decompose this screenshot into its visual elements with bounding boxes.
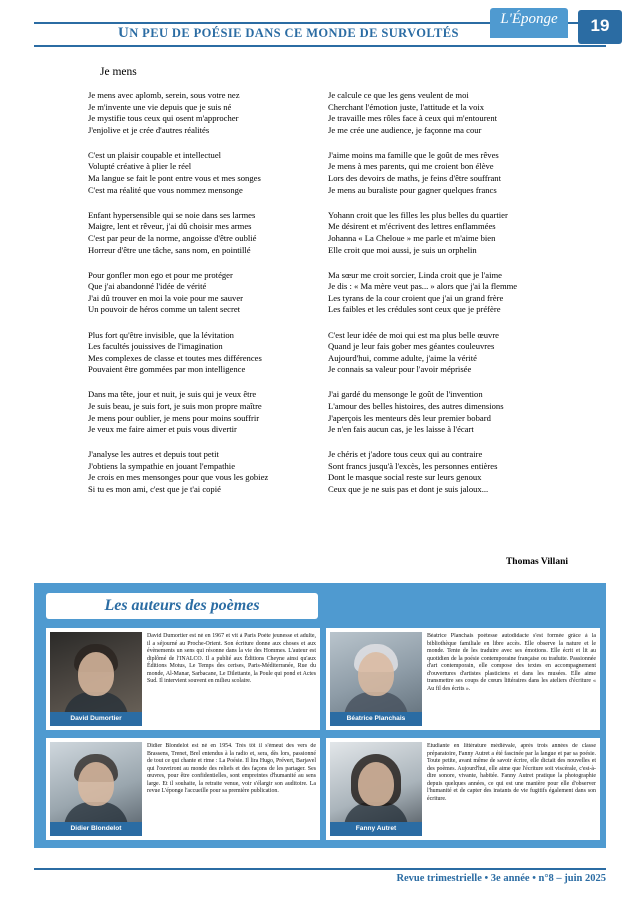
stanza <box>328 150 568 196</box>
poem-line: Si tu es mon ami, c'est que je t'ai copié <box>88 484 221 495</box>
stanza <box>328 210 568 256</box>
page-title-initial: U <box>118 25 130 41</box>
authors-section-title: Les auteurs des poèmes <box>104 597 260 614</box>
poem-line: Les tyrans de la cour croient que j'ai un grand frère <box>328 292 504 303</box>
author-name-badge <box>50 712 142 726</box>
poem-line: J'ai dû trouver en moi la voie pour me sauver <box>88 292 243 303</box>
stanza <box>88 150 328 196</box>
author-card <box>326 628 600 730</box>
poem-line: Sont francs jusqu'à l'excès, les personnes entières <box>328 460 498 471</box>
poem-line: J'analyse les autres et depuis tout petit <box>88 449 219 460</box>
poem-line: Cherchant l'émotion juste, l'attitude et la voix <box>328 101 485 112</box>
poem-line: Je m'invente une vie depuis que je suis né <box>88 101 232 112</box>
poem-line: Je travaille mes rôles face à ceux qui m'entourent <box>328 113 498 124</box>
poem-title: Je mens <box>100 66 137 78</box>
author-name-badge <box>50 822 142 836</box>
poem-line: Enfant hypersensible qui se noie dans ses larmes <box>88 209 256 220</box>
header-rule-bottom <box>34 45 606 47</box>
page-title-rest: N PEU DE POÉSIE DANS CE MONDE DE SURVOLTÉS <box>129 26 459 40</box>
poem-line: Je dis : « Ma mère veut pas... » alors que j'ai la flemme <box>328 281 518 292</box>
author-bio: Étudiante en littérature médiévale, après trois années de classe préparatoire, Fanny Autret a été fascinée par la langue et par sa poésie. Toute petite, avant même de savoir écrire, elle dictait des nouvelles et des poèmes. Aujourd'hui, elle aime que l'écriture soit viscérale, c'est-à-dire sonore, vivante, habitée. Fanny Autret pratique la photographie depuis quelques années, ce qui est une manière pour elle d'observer l'humanité et de capter des instants de vie fugitifs également dans son écriture. <box>427 743 596 802</box>
poem-line: Johanna « La Cheloue » me parle et m'aime bien <box>328 232 496 243</box>
poem-line: Aujourd'hui, comme adulte, j'aime la vérité <box>328 352 477 363</box>
poem-line: Je crois en mes mensonges pour que vous les gobiez <box>88 472 269 483</box>
magazine-logo-box <box>490 8 568 38</box>
poem-line: Je me crée une audience, je façonne ma cour <box>328 124 482 135</box>
poem-line: J'obtiens la sympathie en jouant l'empathie <box>88 460 236 471</box>
poem-line: Me désirent et m'écrivent des lettres enflammées <box>328 221 496 232</box>
author-name: Béatrice Planchais <box>346 715 406 722</box>
poem-line: Maigre, lent et rêveur, j'ai dû choisir mes armes <box>88 221 252 232</box>
poem-line: Elle croit que moi aussi, je suis un orphelin <box>328 244 477 255</box>
poem-line: Je calcule ce que les gens veulent de moi <box>328 90 469 100</box>
poem-line: Mes complexes de classe et toutes mes différences <box>88 352 262 363</box>
poem-line: J'aime moins ma famille que le goût de mes rêves <box>328 149 499 160</box>
stanza <box>328 330 568 376</box>
authors-section-title-box <box>46 593 318 619</box>
stanza <box>88 270 328 316</box>
stanza <box>328 90 568 136</box>
poem-line: Ma sœur me croit sorcier, Linda croit que je l'aime <box>328 269 502 280</box>
stanza <box>88 330 328 376</box>
page-number: 19 <box>590 16 610 35</box>
stanza <box>88 210 328 256</box>
author-bio: David Dumortier est né en 1967 et vit à Paris Poète jeunesse et adulte, il a séjourné au Proche-Orient. Son écriture donne aux choses et aux évènements un sens qui résonne dans la vie des Hommes. L'auteur est diplômé de l'INALCO. Il a publié aux Éditions Cheyne ainsi qu'aux Éditions Motus, Le Temps des cerises, Paris-Méditerranée, Rue du monde, Al-Manar, Sarbacane, Le Dilettante, la Poule qui pond et Actes Sud. Il intervient souvent en milieu scolaire. <box>147 633 316 684</box>
poem-line: Un pouvoir de héros comme un talent secret <box>88 304 241 315</box>
poem-line: Je mystifie tous ceux qui osent m'approcher <box>88 113 239 124</box>
stanza <box>328 449 568 495</box>
author-card <box>46 628 320 730</box>
stanza <box>328 270 568 316</box>
poem-line: C'est leur idée de moi qui est ma plus belle œuvre <box>328 329 499 340</box>
author-bio: Didier Blondelot est né en 1954. Très tôt il s'émeut des vers de Brassens, Trenet, Brel entendus à la radio et, sera, dès lors, passionné de tout ce qui chante et rime : La Poésie. Il lira Hugo, Prévert, Barjavel qui l'ouvriront au monde des reliefs et des façons de les partager. Ses œuvres, pour être confidentielles, sont empreintes d'humanité au sens large. Et il souhaite, la retraite venue, voir s'élargir son auditoire. La revue L'éponge l'accueille pour sa première publication. <box>147 743 316 794</box>
poem-line: Quand je leur fais gober mes géantes couleuvres <box>328 341 495 352</box>
poem-line: J'aperçois les menteurs dès leur premier bobard <box>328 412 491 423</box>
poem-column-left <box>88 90 328 509</box>
poem-line: L'amour des belles histoires, des autres dimensions <box>328 400 504 411</box>
poem-line: Je mens au buraliste pour gagner quelques francs <box>328 184 497 195</box>
footer-rule <box>34 868 606 870</box>
poem-line: Lors des devoirs de maths, je feins d'être souffrant <box>328 173 501 184</box>
poem-line: Ceux que je ne suis pas et dont je suis jaloux... <box>328 484 489 495</box>
poem-line: C'est un plaisir coupable et intellectuel <box>88 149 222 160</box>
page-title <box>112 25 465 42</box>
poem-line: Je suis beau, je suis fort, je suis mon propre maître <box>88 400 262 411</box>
poem-line: Je mens à mes parents, qui me croient bon élève <box>328 161 494 172</box>
author-name: Didier Blondelot <box>70 825 122 832</box>
poem-line: Je mens avec aplomb, serein, sous votre nez <box>88 90 240 100</box>
stanza <box>328 389 568 435</box>
poem-line: Yohann croit que les filles les plus belles du quartier <box>328 209 508 220</box>
poem-line: Les faibles et les crédules sont ceux que je préfère <box>328 304 501 315</box>
poem-line: Volupté créative à plier le réel <box>88 161 192 172</box>
poem-line: J'ai gardé du mensonge le goût de l'invention <box>328 389 483 400</box>
poem-line: Je mens pour oublier, je mens pour moins souffrir <box>88 412 260 423</box>
poem-line: C'est ma réalité que vous nommez mensonge <box>88 184 243 195</box>
poem-line: Je chéris et j'adore tous ceux qui au contraire <box>328 449 483 460</box>
poem-line: Que j'ai abandonné l'idée de vérité <box>88 281 207 292</box>
author-card <box>46 738 320 840</box>
author-bio: Béatrice Planchais poétesse autodidacte s'est formée grâce à la bibliothèque familiale en libre accès. Elle observe la nature et le monde. Tente de les traduire avec ses émotions. Elle écrit et lit au quotidien de la poésie contemporaine française ou traduite. Passionnée d'art contemporain, elle compose des textes en accompagnement d'ouvertures d'artistes plasticiens et dans les musées. Elle aime transmettre ses coups de cœurs littéraires dans les ateliers d'écriture « Au fil des écrits ». <box>427 633 596 692</box>
author-name: David Dumortier <box>70 715 122 722</box>
author-name-badge <box>330 822 422 836</box>
poem-line: Pour gonfler mon ego et pour me protéger <box>88 269 233 280</box>
author-name: Fanny Autret <box>355 825 397 832</box>
page-number-box <box>578 10 622 44</box>
poem-author-signature: Thomas Villani <box>505 557 568 567</box>
poem-line: C'est par peur de la norme, angoisse d'être oublié <box>88 232 257 243</box>
poem-line: Les facultés jouissives de l'imagination <box>88 341 223 352</box>
poem-line: Dans ma tête, jour et nuit, je suis qui je veux être <box>88 389 257 400</box>
poem-line: Je n'en fais aucun cas, je les laisse à l'écart <box>328 424 474 435</box>
poem-line: Plus fort qu'être invisible, que la lévitation <box>88 329 234 340</box>
poem-line: Dont le masque social reste sur leurs genoux <box>328 472 482 483</box>
authors-section <box>34 583 606 848</box>
poem-line: Ma langue se fait le pont entre vous et mes songes <box>88 173 261 184</box>
author-name-badge <box>330 712 422 726</box>
stanza <box>88 90 328 136</box>
poem-line: Horreur d'être une tâche, sans nom, en pointillé <box>88 244 251 255</box>
poem-line: Pouvaient être gommées par mon intelligence <box>88 364 246 375</box>
poem-line: J'enjolive et je crée d'autres réalités <box>88 124 210 135</box>
stanza <box>88 389 328 435</box>
poem-line: Je veux me faire aimer et puis vous divertir <box>88 424 237 435</box>
poem-line: Je connais sa valeur pour l'avoir méprisée <box>328 364 472 375</box>
stanza <box>88 449 328 495</box>
footer-text: Revue trimestrielle • 3e année • n°8 – juin 2025 <box>396 873 606 884</box>
poem-column-right <box>328 90 568 509</box>
page-header <box>0 0 640 52</box>
magazine-logo-text: L'Éponge <box>500 11 558 27</box>
author-card <box>326 738 600 840</box>
poem-columns <box>88 90 568 509</box>
